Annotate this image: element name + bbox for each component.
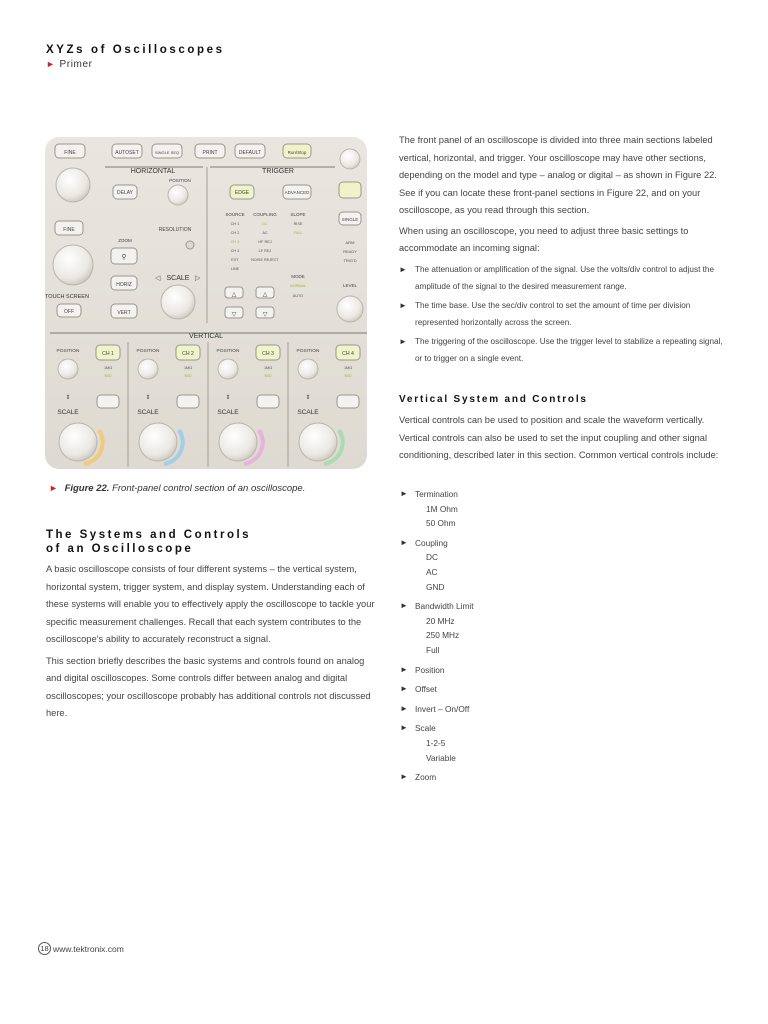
control-option: Variable: [426, 752, 456, 763]
left-lower-knob[interactable]: [53, 245, 93, 285]
arrow-bullet-icon: ►: [400, 723, 408, 733]
arrow-bullet-icon: ►: [399, 264, 407, 274]
fine-label-top: FINE: [64, 150, 76, 156]
left-paragraph-2: This section briefly describes the basic systems and controls found on analog and digital oscilloscopes. Some controls differ between analog and digital oscilloscopes; your oscilloscope probably has additional controls not discussed here.: [46, 655, 371, 718]
control-item: [400, 536, 700, 594]
delay-label: DELAY: [116, 190, 134, 196]
control-label-text: Scale: [415, 723, 436, 734]
control-item: [400, 721, 700, 765]
up-arrow-icon: △: [231, 292, 237, 298]
mode-item[interactable]: AUTO: [292, 294, 304, 298]
control-label-text: Coupling: [415, 537, 448, 548]
zoom-magnifier-icon: ⚲: [121, 254, 127, 261]
vertical-paragraph: Vertical controls can be used to position and scale the waveform vertically. Vertical controls can also be used to set the input coupling and other signal conditioning, described later in this section. Common vertical controls include:: [399, 415, 719, 460]
mode-label: MODE: [291, 274, 305, 279]
top-button-row: [55, 144, 311, 158]
control-label-text: Zoom: [415, 772, 437, 783]
vertical-channels: [57, 342, 360, 467]
oscilloscope-panel-figure: [45, 137, 367, 469]
triangle-bullet-icon: ►: [46, 59, 56, 69]
channel-scale-knob[interactable]: [219, 423, 257, 461]
scale-right-arrow-icon: ▷: [195, 275, 201, 282]
vertical-section-label: VERTICAL: [188, 333, 224, 340]
control-option: 1-2-5: [426, 737, 446, 748]
control-label: [400, 536, 700, 551]
arrow-bullet-icon: ►: [399, 336, 407, 346]
channel-termination-1m[interactable]: 1MΩ: [103, 366, 113, 370]
mode-item[interactable]: NORMAL: [289, 284, 307, 288]
section-title-line-1: The Systems and Controls: [46, 529, 252, 541]
source-list: [231, 222, 240, 271]
updown-arrow-icon: ⇕: [65, 395, 71, 401]
updown-arrow-icon: ⇕: [145, 395, 151, 401]
channel-scale-label: SCALE: [57, 409, 79, 416]
horiz-scale-label: SCALE: [166, 275, 190, 282]
control-option: 20 MHz: [426, 615, 455, 626]
source-label: SOURCE: [225, 212, 245, 217]
single-label: SINGLE: [341, 217, 359, 222]
channel-position-knob[interactable]: [138, 359, 158, 379]
left-paragraph-1: A basic oscilloscope consists of four different systems – the vertical system, horizontal system, trigger system, and display system. Understanding each of these systems will enable you to effectively apply the oscilloscope to tackle your specific measurement challenges. Recall that each system contributes to the oscilloscope’s ability to accurately reconstruct a signal.: [46, 564, 375, 644]
horiz-position-label: POSITION: [169, 178, 191, 183]
channel-menu-button[interactable]: [97, 395, 119, 408]
coupling-item[interactable]: LF REJ: [258, 249, 272, 253]
updown-arrow-icon: ⇕: [225, 395, 231, 401]
left-column: [46, 561, 376, 727]
source-item[interactable]: LINE: [230, 267, 240, 271]
control-option: 1M Ohm: [426, 503, 458, 514]
control-item: [400, 702, 700, 717]
trigger-status-list: [343, 240, 357, 263]
section-title-line-2: of an Oscilloscope: [46, 543, 194, 555]
vertical-controls-list: [400, 487, 700, 790]
channel-position-knob[interactable]: [218, 359, 238, 379]
status-item: ARM: [345, 240, 355, 245]
section-title: [46, 528, 251, 556]
control-label: [400, 702, 700, 717]
slope-list: [294, 222, 303, 235]
control-label-text: Offset: [415, 684, 437, 695]
right-paragraph-2: When using an oscilloscope, you need to adjust three basic settings to accommodate an incoming signal:: [399, 225, 689, 253]
left-upper-knob[interactable]: [56, 168, 90, 202]
right-column-intro: [399, 132, 729, 369]
source-item[interactable]: CH 1: [230, 222, 240, 226]
trigger-section-label: TRIGGER: [262, 168, 294, 175]
advanced-label: ADVANCED: [284, 190, 310, 195]
document-subtitle: [46, 59, 93, 70]
channel-label: CH 4: [342, 351, 354, 357]
channel-label: CH 2: [182, 351, 194, 357]
fine-label-left: FINE: [63, 227, 75, 233]
channel-termination-50[interactable]: 50Ω: [104, 374, 112, 378]
arrow-bullet-icon: ►: [400, 601, 408, 611]
print-label: PRINT: [202, 150, 218, 156]
channel-menu-button[interactable]: [337, 395, 359, 408]
channel-scale-label: SCALE: [137, 409, 159, 416]
coupling-list: [251, 222, 279, 262]
channel-termination-50[interactable]: 50Ω: [264, 374, 272, 378]
bullet-text: The attenuation or amplification of the signal. Use the volts/div control to adjust the amplitude of the signal to the desired measurement range.: [415, 264, 715, 291]
touch-screen-label: TOUCH SCREEN: [45, 294, 89, 300]
source-item[interactable]: CH 4: [230, 249, 240, 253]
source-item[interactable]: CH 3: [230, 240, 240, 244]
control-option: 50 Ohm: [426, 518, 456, 529]
horiz-position-knob[interactable]: [168, 185, 188, 205]
coupling-label: COUPLING: [253, 212, 277, 217]
figure-caption-label: Figure 22.: [64, 483, 110, 494]
source-item[interactable]: EXT: [231, 258, 239, 262]
vertical-system-heading: Vertical System and Controls: [399, 394, 588, 405]
updown-arrow-icon: ⇕: [305, 395, 311, 401]
bullet-text: The triggering of the oscilloscope. Use the trigger level to stabilize a repeating signal, or to trigger on a single event.: [415, 336, 723, 363]
channel-position-label: POSITION: [216, 349, 240, 354]
page-number: 18: [38, 942, 51, 955]
down-arrow-icon: ▽: [231, 312, 237, 318]
control-item: [400, 487, 700, 531]
scale-left-arrow-icon: ◁: [155, 275, 161, 282]
slope-item[interactable]: FALL: [293, 231, 303, 235]
control-label: [400, 770, 700, 785]
right-paragraph-1: The front panel of an oscilloscope is divided into three main sections labeled vertical, horizontal, and trigger. Your oscilloscope may have other sections, depending on the model and type – analog or digital – as shown in Figure 22. See if you can locate these front-panel sections in Figure 22, and on your oscilloscope, as you read through this section.: [399, 135, 717, 215]
channel-scale-label: SCALE: [297, 409, 319, 416]
vert-label: VERT: [117, 310, 131, 316]
arrow-bullet-icon: ►: [400, 772, 408, 782]
arrow-bullet-icon: ►: [400, 664, 408, 674]
channel-menu-button[interactable]: [177, 395, 199, 408]
single-seq-label: SINGLE SEQ: [154, 150, 180, 155]
level-label: LEVEL: [342, 283, 358, 288]
figure-caption-text: Front-panel control section of an oscilloscope.: [112, 483, 306, 494]
control-option: AC: [426, 566, 438, 577]
status-item: TRIG'D: [343, 258, 357, 263]
arrow-bullet-icon: ►: [400, 489, 408, 498]
control-label: [400, 682, 700, 697]
channel-position-label: POSITION: [136, 349, 160, 354]
channel-termination-1m[interactable]: 1MΩ: [263, 366, 273, 370]
channel-label: CH 3: [262, 351, 274, 357]
channel-position-label: POSITION: [296, 349, 320, 354]
channel-label: CH 1: [102, 351, 114, 357]
control-label: [400, 487, 700, 502]
control-item: [400, 663, 700, 678]
channel-scale-knob[interactable]: [59, 423, 97, 461]
channel-termination-1m[interactable]: 1MΩ: [343, 366, 353, 370]
run-indicator-button[interactable]: [339, 182, 361, 198]
up-arrow-icon: △: [262, 292, 268, 298]
control-option: Full: [426, 644, 440, 655]
edge-label: EDGE: [234, 190, 250, 196]
channel-termination-1m[interactable]: 1MΩ: [183, 366, 193, 370]
arrow-bullet-icon: ►: [400, 703, 408, 713]
arrow-bullet-icon: ►: [399, 300, 407, 310]
channel-termination-50[interactable]: 50Ω: [184, 374, 192, 378]
run-stop-label: Run/Stop: [287, 150, 307, 155]
channel-position-knob[interactable]: [58, 359, 78, 379]
coupling-item[interactable]: HF REJ: [258, 240, 272, 244]
page-footer: [38, 942, 124, 955]
control-item: [400, 682, 700, 697]
control-label: [400, 721, 700, 736]
figure-caption: [49, 483, 305, 494]
default-label: DEFAULT: [238, 150, 262, 156]
channel-menu-button[interactable]: [257, 395, 279, 408]
horiz-scale-knob[interactable]: [161, 285, 195, 319]
arrow-bullet-icon: ►: [400, 684, 408, 694]
coupling-item[interactable]: NOISE REJECT: [251, 258, 279, 262]
coupling-item[interactable]: AC: [262, 231, 268, 235]
trigger-level-knob[interactable]: [337, 296, 363, 322]
control-option: DC: [426, 552, 438, 563]
arrow-bullet-icon: ►: [400, 537, 408, 547]
control-item: [400, 770, 700, 785]
settings-bullet: [399, 261, 729, 296]
slope-label: SLOPE: [290, 212, 306, 217]
bullet-text: The time base. Use the sec/div control to set the amount of time per division represented horizontally across the screen.: [415, 300, 691, 327]
coupling-item[interactable]: DC: [262, 222, 268, 226]
down-arrow-icon: ▽: [262, 312, 268, 318]
channel-termination-50[interactable]: 50Ω: [344, 374, 352, 378]
channel-position-knob[interactable]: [298, 359, 318, 379]
control-label-text: Invert – On/Off: [415, 703, 470, 714]
control-label-text: Termination: [415, 489, 458, 499]
touch-off-label: OFF: [64, 309, 74, 315]
settings-bullet: [399, 333, 729, 368]
subtitle-text: Primer: [59, 59, 93, 70]
triangle-bullet-icon: ►: [49, 483, 58, 493]
control-label: [400, 599, 700, 614]
channel-position-label: POSITION: [56, 349, 80, 354]
control-label-text: Position: [415, 664, 445, 675]
panel-drawing: [45, 137, 367, 469]
intensity-knob[interactable]: [340, 149, 360, 169]
channel-scale-knob[interactable]: [299, 423, 337, 461]
footer-url[interactable]: www.tektronix.com: [53, 943, 124, 954]
slope-item[interactable]: RISE: [293, 222, 303, 226]
horizontal-section-label: HORIZONTAL: [130, 168, 176, 175]
zoom-label: ZOOM: [118, 238, 132, 243]
resolution-label: RESOLUTION: [158, 227, 192, 233]
control-option: 250 MHz: [426, 630, 460, 641]
source-item[interactable]: CH 2: [230, 231, 240, 235]
control-option: GND: [426, 581, 445, 592]
channel-scale-knob[interactable]: [139, 423, 177, 461]
horiz-label: HORIZ: [116, 282, 132, 288]
channel-scale-label: SCALE: [217, 409, 239, 416]
control-label-text: Bandwidth Limit: [415, 601, 474, 612]
control-item: [400, 599, 700, 657]
settings-bullet: [399, 297, 729, 332]
status-item: READY: [343, 249, 357, 254]
control-label: [400, 663, 700, 678]
document-title: XYZs of Oscilloscopes: [46, 44, 225, 56]
autoset-label: AUTOSET: [115, 150, 139, 156]
